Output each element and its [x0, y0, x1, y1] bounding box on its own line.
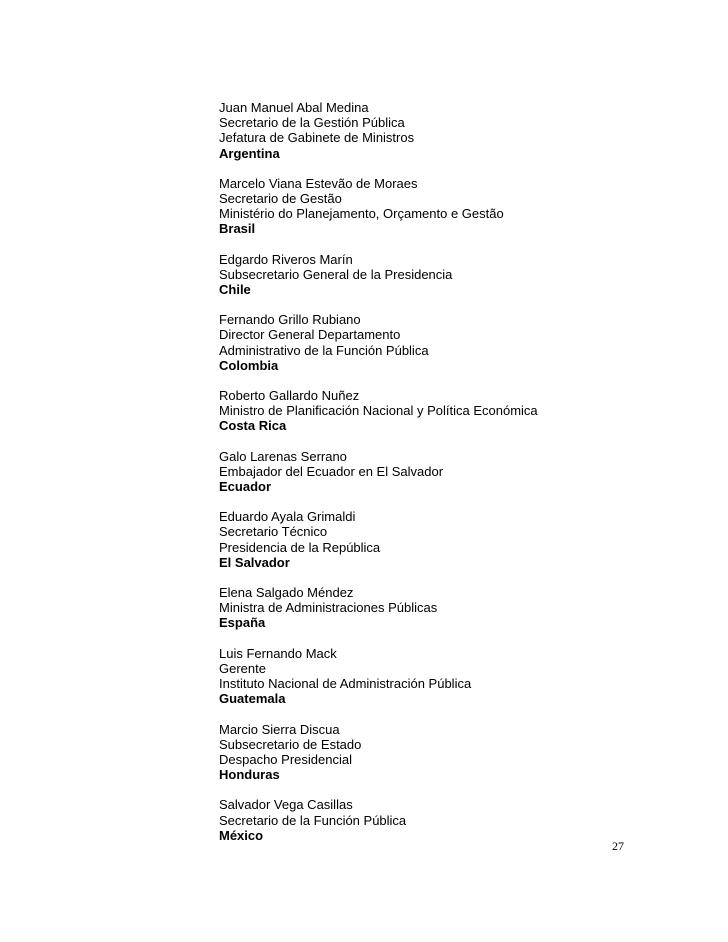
participant-role: Secretario de la Gestión Pública	[219, 115, 405, 131]
participant-country: El Salvador	[219, 554, 290, 570]
participant-role: Secretario Técnico	[219, 524, 328, 540]
participant-role: Secretario de Gestão	[219, 191, 342, 207]
participant-list	[219, 100, 659, 858]
page-number: 27	[612, 839, 624, 853]
participant-name: Marcio Sierra Discua	[219, 721, 340, 737]
participant-name: Eduardo Ayala Grimaldi	[219, 509, 356, 525]
participant-entry	[219, 312, 659, 373]
participant-role: Gerente	[219, 660, 266, 676]
participant-entry	[219, 252, 659, 298]
participant-entry	[219, 646, 659, 707]
participant-country: Colombia	[219, 357, 279, 373]
participant-role: Presidencia de la República	[219, 539, 381, 555]
participant-entry	[219, 509, 659, 570]
participant-role: Subsecretario General de la Presidencia	[219, 266, 453, 282]
participant-name: Edgardo Riveros Marín	[219, 251, 353, 267]
participant-role: Secretario de la Función Pública	[219, 812, 407, 828]
participant-entry	[219, 100, 659, 161]
participant-role: Administrativo de la Función Pública	[219, 342, 429, 358]
participant-entry	[219, 585, 659, 631]
participant-name: Luis Fernando Mack	[219, 645, 337, 661]
participant-entry	[219, 797, 659, 843]
participant-name: Marcelo Viana Estevão de Moraes	[219, 175, 418, 191]
participant-role: Ministra de Administraciones Públicas	[219, 600, 438, 616]
participant-entry	[219, 449, 659, 495]
participant-entry	[219, 176, 659, 237]
participant-role: Instituto Nacional de Administración Pública	[219, 676, 472, 692]
participant-entry	[219, 388, 659, 434]
participant-country: Honduras	[219, 767, 280, 783]
participant-country: Ecuador	[219, 479, 272, 495]
participant-role: Ministério do Planejamento, Orçamento e Gestão	[219, 206, 504, 222]
participant-name: Salvador Vega Casillas	[219, 797, 353, 813]
participant-name: Elena Salgado Méndez	[219, 585, 354, 601]
participant-role: Subsecretario de Estado	[219, 736, 362, 752]
participant-role: Embajador del Ecuador en El Salvador	[219, 463, 444, 479]
participant-country: Argentina	[219, 145, 280, 161]
participant-country: España	[219, 615, 266, 631]
participant-role: Jefatura de Gabinete de Ministros	[219, 130, 415, 146]
participant-country: Guatemala	[219, 691, 286, 707]
participant-country: Brasil	[219, 221, 256, 237]
participant-name: Roberto Gallardo Nuñez	[219, 388, 360, 404]
participant-name: Juan Manuel Abal Medina	[219, 100, 369, 115]
participant-role: Despacho Presidencial	[219, 751, 352, 767]
participant-role: Director General Departamento	[219, 327, 401, 343]
participant-country: México	[219, 827, 264, 843]
participant-role: Ministro de Planificación Nacional y Política Económica	[219, 403, 538, 419]
participant-name: Galo Larenas Serrano	[219, 448, 347, 464]
participant-country: Costa Rica	[219, 418, 287, 434]
participant-country: Chile	[219, 282, 251, 298]
participant-name: Fernando Grillo Rubiano	[219, 312, 361, 328]
participant-entry	[219, 722, 659, 783]
